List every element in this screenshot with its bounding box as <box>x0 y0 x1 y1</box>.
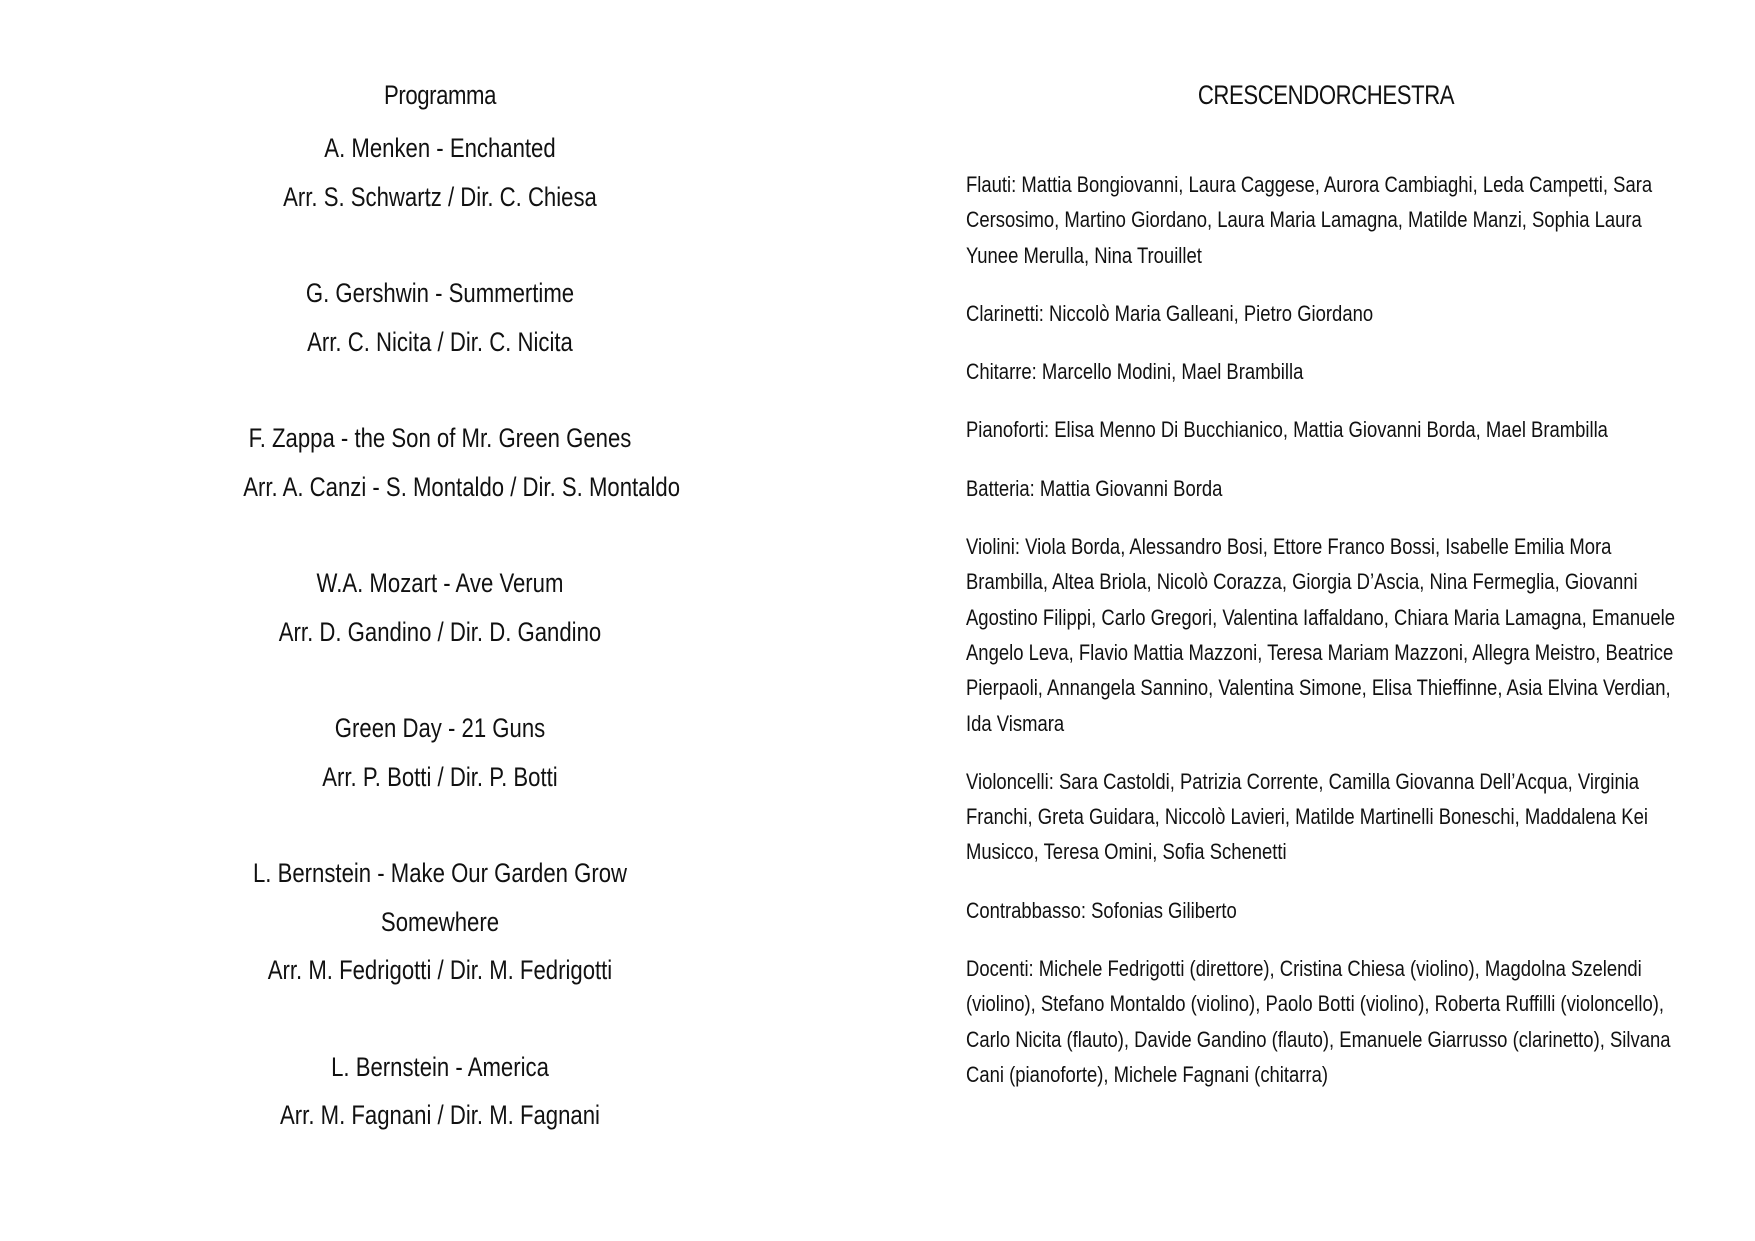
section-clarinets: Clarinetti: Niccolò Maria Galleani, Pietro Giordano <box>966 300 1374 326</box>
piece-credits: Arr. P. Botti / Dir. P. Botti <box>322 761 558 792</box>
section-drums: Batteria: Mattia Giovanni Borda <box>966 475 1223 501</box>
piece-title: A. Menken - Enchanted <box>324 133 556 163</box>
piece-credits: Arr. S. Schwartz / Dir. C. Chiesa <box>283 181 597 212</box>
programme-piece <box>200 269 680 366</box>
piece-credits: Arr. C. Nicita / Dir. C. Nicita <box>307 326 573 357</box>
piece-title: F. Zappa - the Son of Mr. Green Genes <box>248 423 632 453</box>
programme-piece <box>200 849 680 995</box>
programme-list <box>200 124 680 1140</box>
piece-title: L. Bernstein - America <box>331 1051 549 1082</box>
programme-piece <box>200 704 680 801</box>
piece-credits: Arr. M. Fagnani / Dir. M. Fagnani <box>280 1100 600 1130</box>
piece-title: L. Bernstein - Make Our Garden Grow <box>252 858 628 888</box>
piece-title: G. Gershwin - Summertime <box>305 278 575 308</box>
section-teachers: Docenti: Michele Fedrigotti (direttore), Cristina Chiesa (violino), Magdolna Szelendi (violino), Stefano Montaldo (violino), Paolo Botti (violino), Roberta Ruffilli (violoncello), Carlo Nicita (flauto), Davide Gandino (flauto), Emanuele Giarrusso (clarinetto), Silvana Cani (pianoforte), Michele Fagnani (chitarra) <box>966 956 1671 1087</box>
programme-piece <box>200 1043 680 1140</box>
section-guitars: Chitarre: Marcello Modini, Mael Brambilla <box>966 359 1304 385</box>
programme-piece <box>200 414 680 511</box>
piece-subtitle: Somewhere <box>380 906 500 937</box>
programme-piece <box>200 559 680 656</box>
piece-title: W.A. Mozart - Ave Verum <box>316 568 564 598</box>
section-cellos: Violoncelli: Sara Castoldi, Patrizia Corrente, Camilla Giovanna Dell’Acqua, Virginia Franchi, Greta Guidara, Niccolò Lavieri, Matilde Martinelli Boneschi, Maddalena Kei Musicco, Teresa Omini, Sofia Schenetti <box>966 768 1648 865</box>
programme-column <box>200 80 680 1140</box>
orchestra-title: CRESCENDORCHESTRA <box>1197 80 1455 110</box>
programme-title: Programma <box>384 80 496 110</box>
orchestra-roster <box>966 167 1686 1092</box>
section-violins: Violini: Viola Borda, Alessandro Bosi, Ettore Franco Bossi, Isabelle Emilia Mora Brambilla, Altea Briola, Nicolò Corazza, Giorgia D’Ascia, Nina Fermeglia, Giovanni Agostino Filippi, Carlo Gregori, Valentina Iaffaldano, Chiara Maria Lamagna, Emanuele Angelo Leva, Flavio Mattia Mazzoni, Teresa Mariam Mazzoni, Allegra Meistro, Beatrice Pierpaoli, Annangela Sannino, Valentina Simone, Elisa Thieffinne, Asia Elvina Verdian, Ida Vismara <box>966 534 1676 736</box>
orchestra-column <box>966 80 1686 1092</box>
piece-credits: Arr. M. Fedrigotti / Dir. M. Fedrigotti <box>267 955 613 985</box>
programme-piece <box>200 124 680 221</box>
section-double-bass: Contrabbasso: Sofonias Giliberto <box>966 897 1237 923</box>
section-pianos: Pianoforti: Elisa Menno Di Bucchianico, Mattia Giovanni Borda, Mael Brambilla <box>966 417 1608 443</box>
piece-title: Green Day - 21 Guns <box>334 713 546 743</box>
piece-credits: Arr. A. Canzi - S. Montaldo / Dir. S. Montaldo <box>243 471 681 502</box>
piece-credits: Arr. D. Gandino / Dir. D. Gandino <box>278 616 602 647</box>
section-flutes: Flauti: Mattia Bongiovanni, Laura Caggese, Aurora Cambiaghi, Leda Campetti, Sara Cersosimo, Martino Giordano, Laura Maria Lamagna, Matilde Manzi, Sophia Laura Yunee Merulla, Nina Trouillet <box>966 172 1653 268</box>
